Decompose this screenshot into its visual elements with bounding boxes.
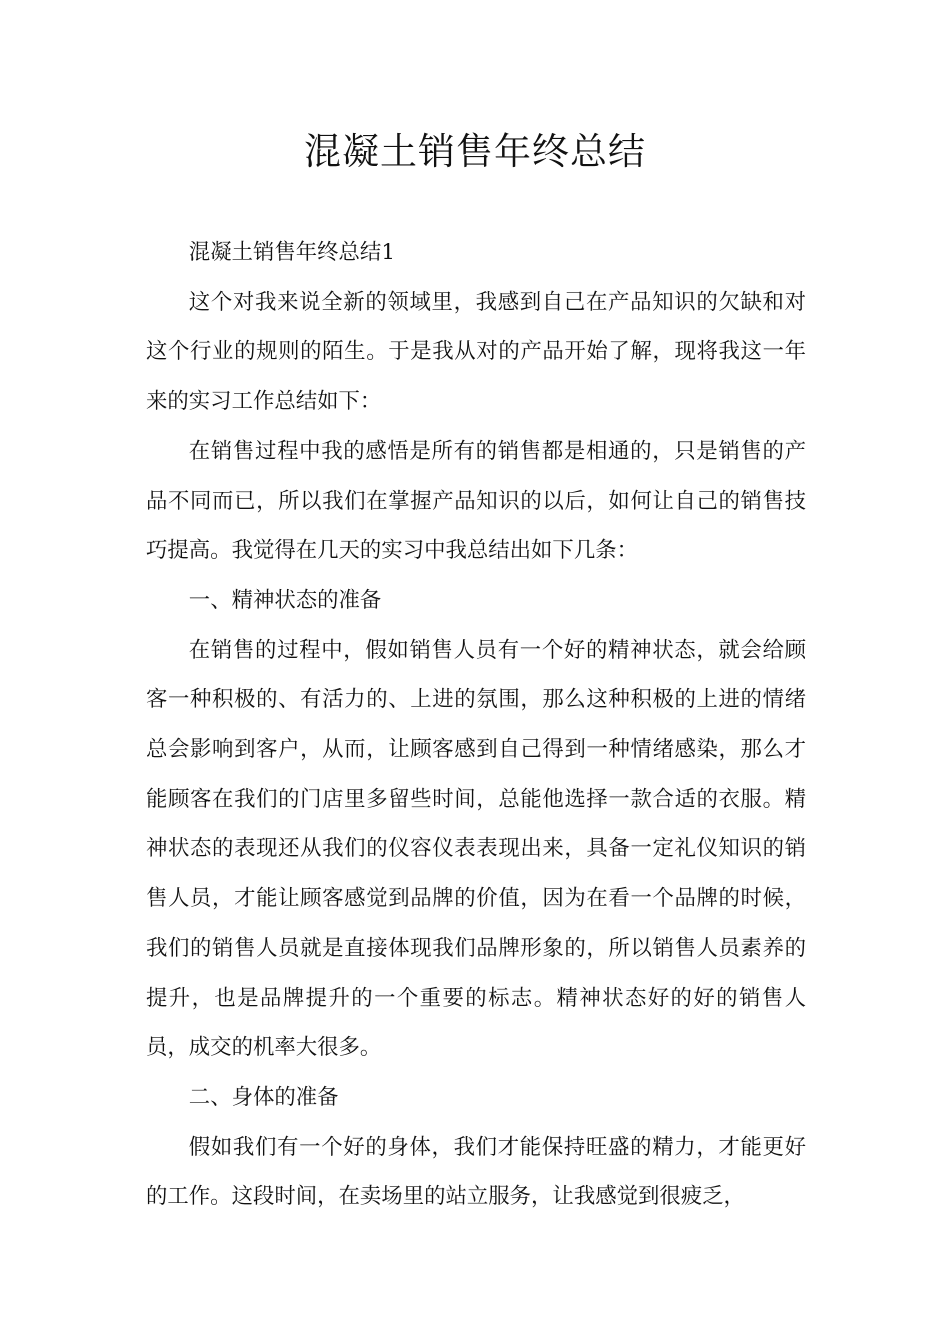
section-heading: 一、精神状态的准备 xyxy=(188,587,382,613)
section-heading: 二、身体的准备 xyxy=(188,1084,339,1110)
body-paragraph: 在销售的过程中，假如销售人员有一个好的精神状态，就会给顾客一种积极的、有活力的、上进的氛围，那么这种积极的上进的情绪总会影响到客户，从而，让顾客感到自己得到一种情绪感染，那么才能顾客在我们的门店里多留些时间，总能他选择一款合适的衣服。精神状态的表现还从我们的仪容仪表表现出来，具备一定礼仪知识的销售人员，才能让顾客感觉到品牌的价值，因为在看一个品牌的时候，我们的销售人员就是直接体现我们品牌形象的，所以销售人员素养的提升，也是品牌提升的一个重要的标志。精神状态好的好的销售人员，成交的机率大很多。 xyxy=(146,637,806,1061)
document-title: 混凝土销售年终总结 xyxy=(304,130,646,173)
section-heading: 混凝土销售年终总结1 xyxy=(188,240,395,265)
body-paragraph: 假如我们有一个好的身体，我们才能保持旺盛的精力，才能更好的工作。这段时间，在卖场里的站立服务，让我感觉到很疲乏， xyxy=(146,1134,806,1210)
body-paragraph: 这个对我来说全新的领域里，我感到自己在产品知识的欠缺和对这个行业的规则的陌生。于是我从对的产品开始了解，现将我这一年来的实习工作总结如下： xyxy=(146,289,806,415)
document-body xyxy=(146,228,806,1222)
body-paragraph: 在销售过程中我的感悟是所有的销售都是相通的，只是销售的产品不同而已，所以我们在掌握产品知识的以后，如何让自己的销售技巧提高。我觉得在几天的实习中我总结出如下几条： xyxy=(146,438,806,564)
